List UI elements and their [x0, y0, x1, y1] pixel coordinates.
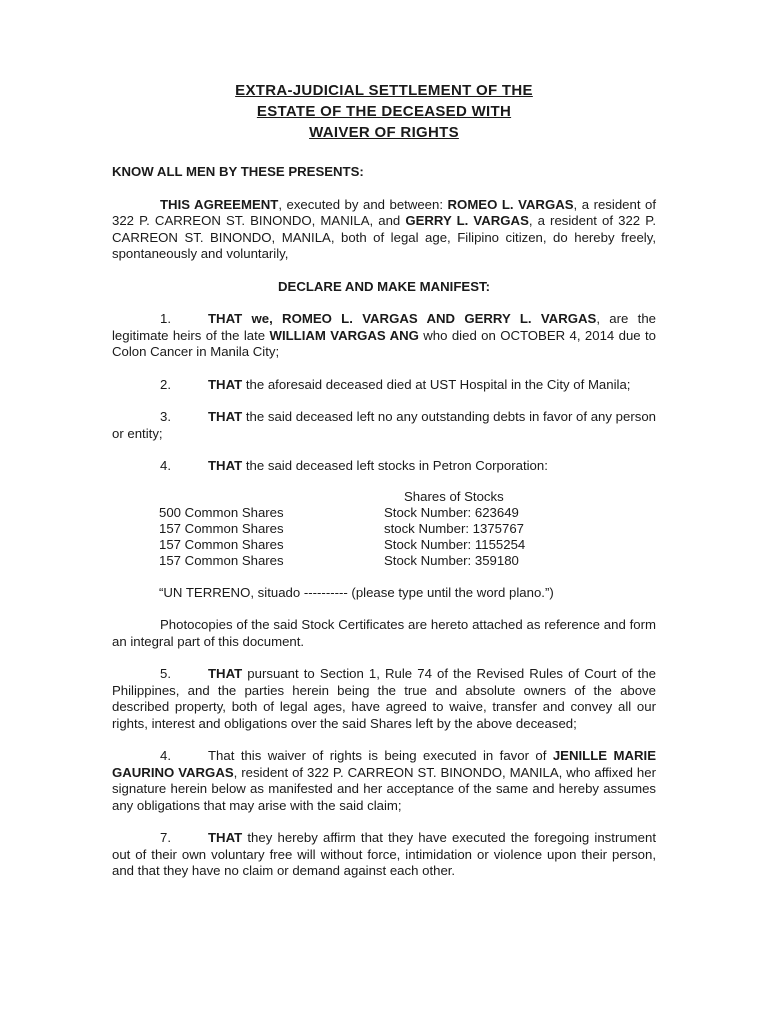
item-number: 2.: [160, 376, 171, 392]
item-bold: THAT: [208, 666, 243, 681]
title-line-1: EXTRA-JUDICIAL SETTLEMENT OF THE: [235, 82, 533, 99]
shares-row: [159, 521, 656, 537]
item-text: pursuant to Section 1, Rule 74 of the Revised Rules of Court of the Philippines, and the parties herein being the true and absolute owners of the above described property, both of legal ages, have agreed to waive, transfer and convey all our rights, interest and obligations over the said Shares left by the above deceased;: [112, 666, 656, 731]
intro-text-3: , a resident of 322 P. CARREON ST. BINONDO, MANILA, both of legal age, Filipino citizen, do hereby freely, spontaneously and voluntarily,: [112, 213, 656, 261]
item-text: the said deceased left no any outstanding debts in favor of any person or entity;: [112, 409, 656, 441]
item-number: 7.: [160, 830, 171, 845]
item-3: [112, 409, 656, 442]
item-7: [112, 830, 656, 880]
item-number: 1.: [160, 311, 171, 326]
shares-row: [159, 553, 656, 569]
shares-count: 157 Common Shares: [159, 552, 284, 568]
item-number: 4.: [160, 458, 171, 473]
intro-text-2: , a resident of 322 P. CARREON ST. BINONDO, MANILA, and: [112, 196, 656, 228]
shares-row: [159, 505, 656, 521]
shares-count: 157 Common Shares: [159, 520, 284, 536]
un-terreno-quote: “UN TERRENO, situado ---------- (please type until the word plano.”): [159, 584, 554, 600]
shares-row: [159, 537, 656, 553]
declare-heading: DECLARE AND MAKE MANIFEST:: [278, 278, 490, 294]
photocopies-paragraph: Photocopies of the said Stock Certificates are hereto attached as reference and form an integral part of this document.: [112, 617, 656, 649]
item-bold: THAT: [208, 376, 243, 392]
stock-number: stock Number: 1375767: [384, 520, 525, 536]
item-2: [112, 377, 656, 394]
stock-number: Stock Number: 623649: [384, 504, 519, 520]
shares-count: 157 Common Shares: [159, 536, 284, 552]
item-text: the aforesaid deceased died at UST Hospital in the City of Manila;: [242, 376, 631, 392]
intro-text-1: , executed by and between:: [278, 196, 448, 212]
title-line-3: WAIVER OF RIGHTS: [309, 124, 459, 141]
stock-number: Stock Number: 359180: [384, 552, 519, 568]
deceased-name: WILLIAM VARGAS ANG: [269, 327, 419, 343]
item-4: [112, 458, 656, 475]
shares-table: [112, 489, 656, 569]
shares-count: 500 Common Shares: [159, 504, 284, 520]
item-text: the said deceased left stocks in Petron Corporation:: [242, 458, 548, 473]
beneficiary-name: JENILLE MARIE GAURINO VARGAS: [112, 748, 656, 780]
item-5: [112, 666, 656, 732]
item-number: 3.: [160, 409, 171, 424]
item-number: 4.: [160, 748, 171, 763]
item-text: That this waiver of rights is being executed in favor of: [208, 748, 553, 763]
shares-header: Shares of Stocks: [404, 488, 504, 504]
item-text: who died on OCTOBER 4, 2014 due to Colon Cancer in Manila City;: [112, 327, 657, 359]
title-line-2: ESTATE OF THE DECEASED WITH: [256, 103, 512, 120]
intro-paragraph: [112, 197, 656, 263]
intro-party-2: GERRY L. VARGAS: [405, 213, 529, 228]
item-text: they hereby affirm that they have executed the foregoing instrument out of their own voluntary free will without force, intimidation or violence upon their person, and that they have no claim or demand against each other.: [112, 830, 656, 878]
intro-party-1: ROMEO L. VARGAS: [447, 196, 574, 212]
stock-number: Stock Number: 1155254: [384, 536, 526, 552]
item-text: , resident of 322 P. CARREON ST. BINONDO, MANILA, who affixed her signature herein below as manifested and her acceptance of the same and hereby assumes any obligations that may arise with the said claim;: [112, 764, 656, 813]
item-number: 5.: [160, 666, 171, 681]
item-1: [112, 311, 656, 361]
item-text: , are the legitimate heirs of the late: [112, 311, 656, 343]
item-bold: THAT: [208, 830, 243, 845]
document-title: [112, 80, 656, 143]
item-bold: THAT: [208, 409, 243, 424]
know-all-men: KNOW ALL MEN BY THESE PRESENTS:: [112, 164, 364, 179]
item-bold: THAT: [208, 458, 243, 473]
item-bold: THAT we, ROMEO L. VARGAS AND GERRY L. VARGAS: [208, 311, 597, 326]
intro-this-agreement: THIS AGREEMENT: [160, 196, 279, 212]
item-6: [112, 748, 656, 814]
